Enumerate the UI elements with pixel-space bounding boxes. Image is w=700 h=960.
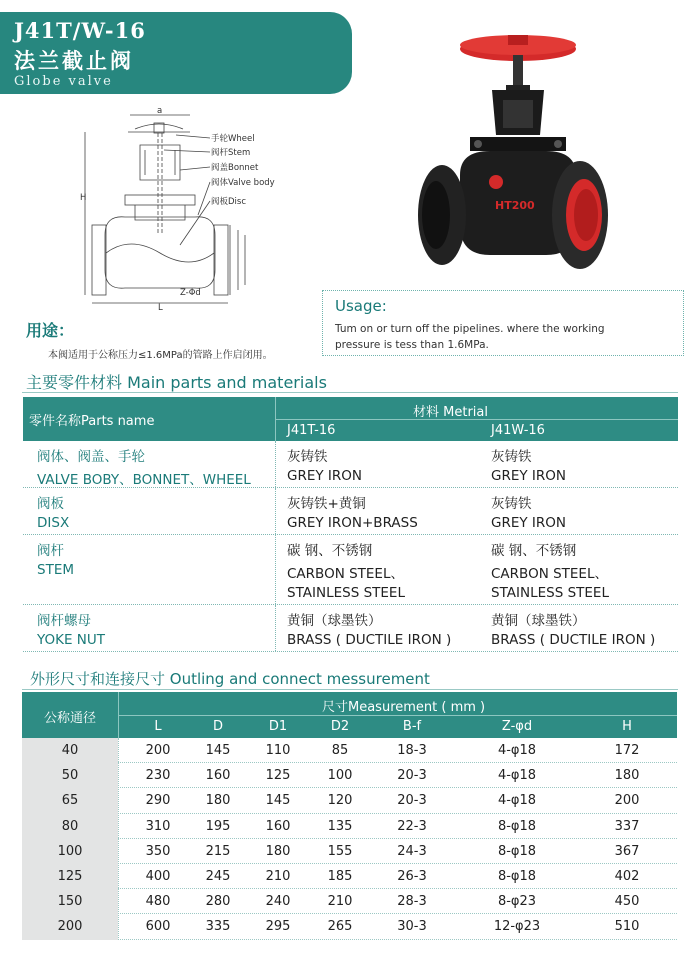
body-marking: HT200 [495, 199, 535, 212]
drawing-label-body: 阀体Valve body [211, 178, 275, 188]
header-material: 材料 Metrial [413, 405, 488, 420]
measurement-cell: 160 [205, 768, 231, 784]
measurement-cell: 480 [145, 894, 171, 910]
measurement-cell: 85 [331, 743, 349, 758]
measurement-cell: 8-φ23 [497, 894, 537, 910]
measurement-cell: 26-3 [397, 868, 427, 884]
dimensions-table [22, 692, 677, 940]
measurement-cell: 4-φ18 [497, 768, 537, 784]
table-row [22, 814, 677, 839]
measurement-cell: 245 [205, 868, 231, 884]
measurement-cell: 100 [327, 768, 353, 784]
measurement-cell: 195 [205, 818, 231, 834]
product-name-cn: 法兰截止阀 [14, 49, 134, 73]
table-row: 阀板 DISX 灰铸铁+黄铜 GREY IRON+BRASS 灰铸铁 GREY IRON [23, 488, 678, 535]
table-row: 阀杆 STEM 碳 钢、不锈钢 CARBON STEEL、 STAINLESS STEEL 碳 钢、不锈钢 CARBON STEEL、 STAINLESS STEEL [23, 535, 678, 605]
drawing-label-bonnet: 阀盖Bonnet [211, 163, 259, 173]
valve-photo [400, 25, 620, 280]
measurement-cell: 18-3 [397, 743, 427, 758]
table-row [22, 763, 677, 788]
nominal-size-cell: 125 [57, 868, 83, 884]
usage-cn-text: 本阀适用于公称压力≤1.6MPa的管路上作启闭用。 [48, 350, 273, 361]
table-row: 阀杆螺母 YOKE NUT 黄铜（球墨铁） BRASS ( DUCTILE IRON ) 黄铜（球墨铁） BRASS ( DUCTILE IRON ) [23, 605, 678, 652]
header-col-zd: Z-φd [501, 719, 533, 734]
header-col-d2: D2 [330, 719, 350, 734]
measurement-cell: 210 [327, 894, 353, 910]
nominal-size-cell: 100 [57, 843, 83, 859]
nominal-size-cell: 65 [61, 793, 79, 809]
table-row [22, 788, 677, 813]
usage-en-line2: pressure is tess than 1.6MPa. [335, 339, 489, 351]
product-name-en: Globe valve [14, 74, 113, 89]
nominal-size-cell: 50 [61, 768, 79, 784]
materials-table-header [23, 397, 678, 441]
dim-label-h: H [80, 193, 87, 203]
measurement-cell: 4-φ18 [497, 793, 537, 809]
model-title: J41T/W-16 [14, 18, 146, 43]
measurement-cell: 28-3 [397, 894, 427, 910]
measurement-cell: 510 [614, 919, 640, 935]
measurement-cell: 450 [614, 894, 640, 910]
header-col-l: L [154, 719, 162, 734]
table-row [22, 914, 677, 939]
materials-table [23, 397, 678, 652]
measurement-cell: 160 [265, 818, 291, 834]
measurement-cell: 210 [265, 868, 291, 884]
header-nominal: 公称通径 [43, 711, 96, 726]
measurement-cell: 4-φ18 [497, 743, 537, 758]
measurement-cell: 367 [614, 843, 640, 859]
header-banner [0, 12, 352, 94]
measurement-cell: 280 [205, 894, 231, 910]
measurement-cell: 12-φ23 [493, 919, 541, 935]
usage-en-title: Usage: [335, 297, 387, 315]
header-col-d1: D1 [268, 719, 288, 734]
measurement-cell: 155 [327, 843, 353, 859]
measurement-cell: 335 [205, 919, 231, 935]
dimensions-table-header [22, 692, 677, 738]
measurement-cell: 400 [145, 868, 171, 884]
header-col-j41t: J41T-16 [287, 423, 336, 438]
measurement-cell: 180 [205, 793, 231, 809]
header-col-h: H [622, 719, 632, 734]
nominal-size-cell: 150 [57, 894, 83, 910]
drawing-label-disc: 阀板Disc [211, 197, 247, 207]
nominal-size-cell: 200 [57, 919, 83, 935]
header-col-bf: B-f [402, 719, 422, 734]
table-row: 阀体、阀盖、手轮 VALVE BOBY、BONNET、WHEEL 灰铸铁 GREY IRON 灰铸铁 GREY IRON [23, 441, 678, 488]
measurement-cell: 20-3 [397, 768, 427, 784]
measurement-cell: 350 [145, 843, 171, 859]
measurement-cell: 240 [265, 894, 291, 910]
measurement-cell: 135 [327, 818, 353, 834]
measurement-cell: 215 [205, 843, 231, 859]
measurement-cell: 30-3 [397, 919, 427, 935]
dimensions-rows [22, 738, 677, 940]
dimensions-title: 外形尺寸和连接尺寸 Outling and connect messurement [30, 670, 430, 688]
measurement-cell: 337 [614, 818, 640, 834]
technical-drawing [80, 105, 310, 310]
measurement-cell: 180 [265, 843, 291, 859]
measurement-cell: 8-φ18 [497, 868, 537, 884]
dim-label-l: L [158, 303, 163, 310]
drawing-label-wheel: 手轮Wheel [211, 134, 255, 144]
measurement-cell: 290 [145, 793, 171, 809]
materials-title: 主要零件材料 Main parts and materials [26, 373, 327, 392]
usage-cn-title: 用途： [26, 321, 75, 340]
header-col-j41w: J41W-16 [491, 423, 545, 438]
measurement-cell: 310 [145, 818, 171, 834]
measurement-cell: 120 [327, 793, 353, 809]
nominal-size-cell: 80 [61, 818, 79, 834]
usage-box [322, 290, 684, 356]
divider [22, 689, 678, 690]
measurement-cell: 230 [145, 768, 171, 784]
measurement-cell: 185 [327, 868, 353, 884]
measurement-cell: 200 [614, 793, 640, 809]
table-row [22, 839, 677, 864]
measurement-cell: 295 [265, 919, 291, 935]
measurement-cell: 200 [145, 743, 171, 758]
measurement-cell: 125 [265, 768, 291, 784]
measurement-cell: 265 [327, 919, 353, 935]
table-row [22, 864, 677, 889]
table-row [22, 889, 677, 914]
usage-en-line1: Tum on or turn off the pipelines. where the working [335, 323, 605, 335]
measurement-cell: 8-φ18 [497, 843, 537, 859]
divider [22, 392, 678, 393]
dim-label-zd: Z-Φd [180, 288, 201, 298]
measurement-cell: 180 [614, 768, 640, 784]
measurement-cell: 172 [614, 743, 640, 758]
measurement-cell: 20-3 [397, 793, 427, 809]
header-part-name: 零件名称Parts name [29, 414, 155, 429]
header-measurement: 尺寸Measurement ( mm ) [322, 700, 486, 715]
measurement-cell: 145 [265, 793, 291, 809]
measurement-cell: 145 [205, 743, 231, 758]
table-row [22, 738, 677, 763]
dim-label-a: a [157, 106, 163, 116]
header-col-d: D [212, 719, 223, 734]
measurement-cell: 8-φ18 [497, 818, 537, 834]
measurement-cell: 110 [265, 743, 291, 758]
measurement-cell: 402 [614, 868, 640, 884]
drawing-label-stem: 阀杆Stem [211, 148, 251, 158]
measurement-cell: 22-3 [397, 818, 427, 834]
nominal-size-cell: 40 [61, 743, 79, 758]
measurement-cell: 24-3 [397, 843, 427, 859]
measurement-cell: 600 [145, 919, 171, 935]
